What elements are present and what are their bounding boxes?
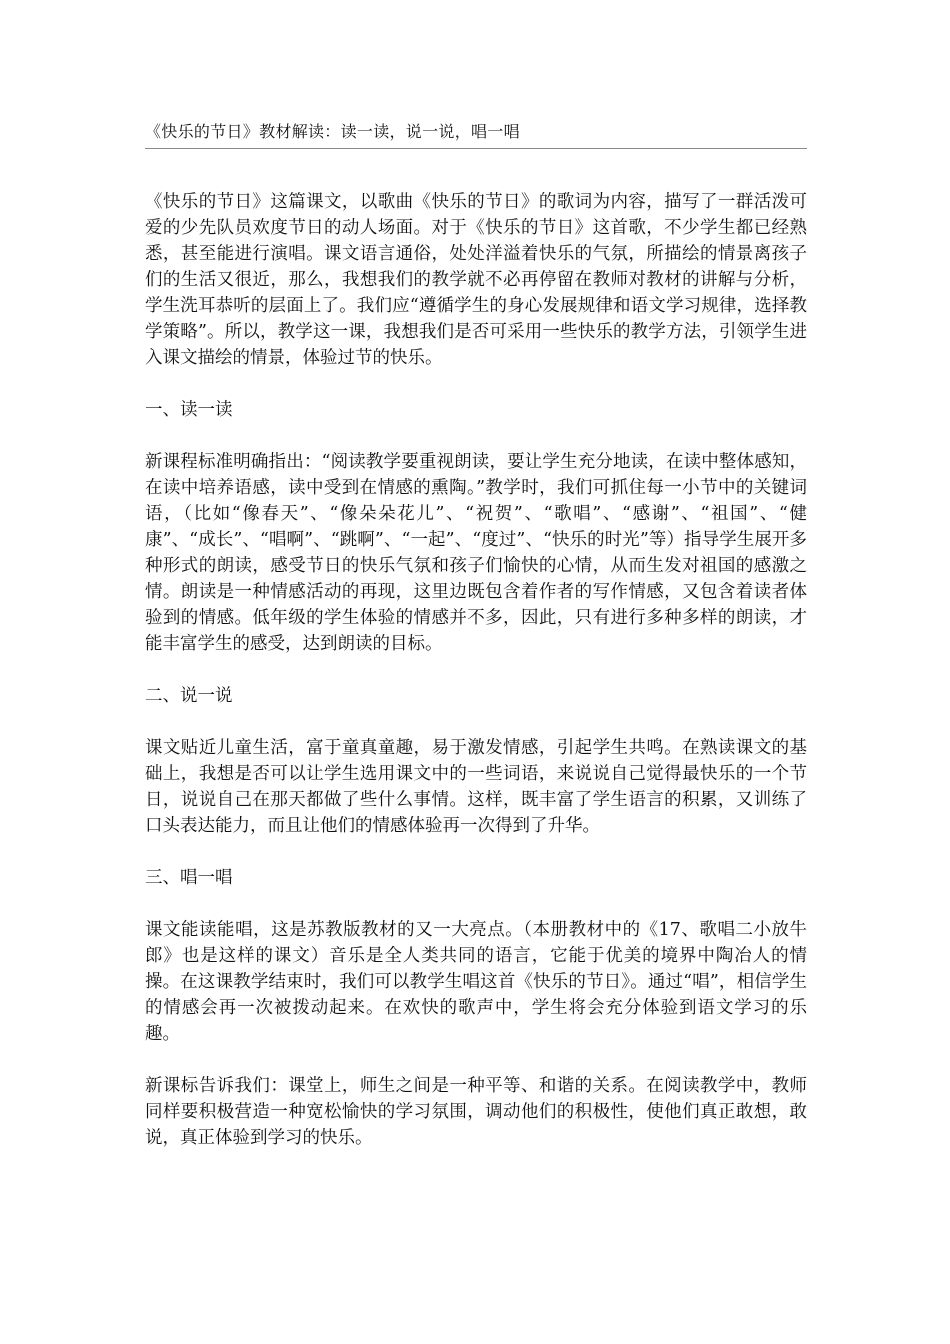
section-heading-speak: 二、说一说 xyxy=(145,686,233,706)
section-heading-sing: 三、唱一唱 xyxy=(145,868,233,888)
intro-paragraph: 《快乐的节日》这篇课文，以歌曲《快乐的节日》的歌词为内容，描写了一群活泼可爱的少先队员欢度节日的动人场面。对于《快乐的节日》这首歌，不少学生都已经熟悉，甚至能进行演唱。课文语言通俗，处处洋溢着快乐的气氛，所描绘的情景离孩子们的生活又很近，那么，我想我们的教学就不必再停留在教师对教材的讲解与分析，学生洗耳恭听的层面上了。我们应“遵循学生的身心发展规律和语文学习规律，选择教学策略”。所以，教学这一课，我想我们是否可采用一些快乐的教学方法，引领学生进入课文描绘的情景，体验过节的快乐。 xyxy=(145,192,807,368)
conclusion-paragraph: 新课标告诉我们：课堂上，师生之间是一种平等、和谐的关系。在阅读教学中，教师同样要积极营造一种宽松愉快的学习氛围，调动他们的积极性，使他们真正敢想，敢说，真正体验到学习的快乐。 xyxy=(145,1076,807,1148)
document-body xyxy=(145,189,807,1151)
section-paragraph-sing: 课文能读能唱，这是苏教版教材的又一大亮点。（本册教材中的《17、歌唱二小放牛郎》也是这样的课文）音乐是全人类共同的语言，它能于优美的境界中陶冶人的情操。在这课教学结束时，我们可以教学生唱这首《快乐的节日》。通过“唱”，相信学生的情感会再一次被拨动起来。在欢快的歌声中，学生将会充分体验到语文学习的乐趣。 xyxy=(145,920,807,1044)
section-paragraph-read: 新课程标准明确指出：“阅读教学要重视朗读，要让学生充分地读，在读中整体感知，在读中培养语感，读中受到在情感的熏陶。”教学时，我们可抓住每一小节中的关键词语，（比如“像春天”、“像朵朵花儿”、“祝贺”、“歌唱”、“感谢”、“祖国”、“健康”、“成长”、“唱啊”、“跳啊”、“一起”、“度过”、“快乐的时光”等）指导学生展开多种形式的朗读，感受节日的快乐气氛和孩子们愉快的心情，从而生发对祖国的感激之情。朗读是一种情感活动的再现，这里边既包含着作者的写作情感，又包含着读者体验到的情感。低年级的学生体验的情感并不多，因此，只有进行多种多样的朗读，才能丰富学生的感受，达到朗读的目标。 xyxy=(145,452,807,654)
section-paragraph-speak: 课文贴近儿童生活，富于童真童趣，易于激发情感，引起学生共鸣。在熟读课文的基础上，我想是否可以让学生选用课文中的一些词语，来说说自己觉得最快乐的一个节日，说说自己在那天都做了些什么事情。这样，既丰富了学生语言的积累，又训练了口头表达能力，而且让他们的情感体验再一次得到了升华。 xyxy=(145,738,807,836)
document-header-title: 《快乐的节日》教材解读：读一读，说一说，唱一唱 xyxy=(145,120,807,149)
section-heading-read: 一、读一读 xyxy=(145,400,233,420)
document-page xyxy=(145,120,807,1177)
